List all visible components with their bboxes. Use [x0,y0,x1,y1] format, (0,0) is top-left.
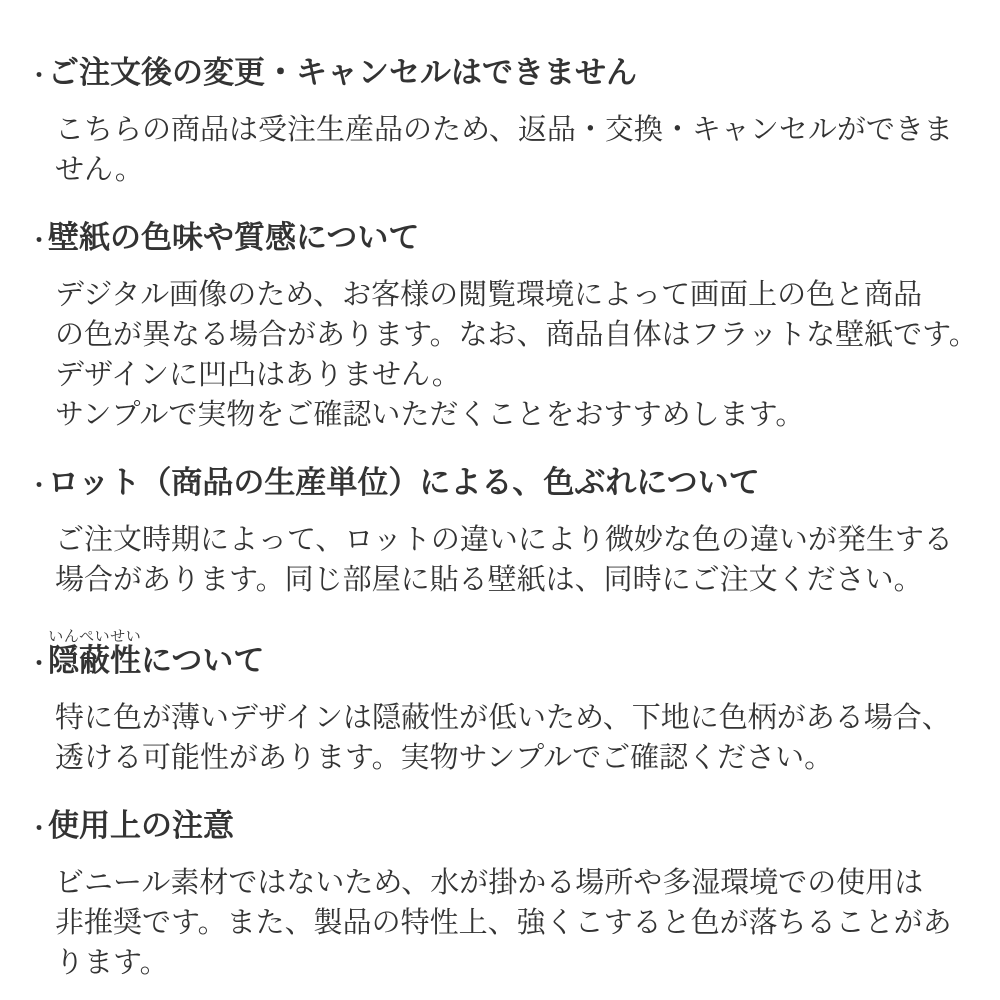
body-line: 場合があります。同じ部屋に貼る壁紙は、同時にご注文ください。 [55,564,923,596]
body-line: ご注文時期によって、ロットの違いにより微妙な色の違いが発生する [55,524,953,556]
bullet-marker: ・ [28,473,51,498]
bullet-marker: ・ [28,63,51,88]
notice-section [28,53,1000,190]
body-line: 透ける可能性があります。実物サンプルでご確認ください。 [55,742,834,774]
section-heading: 壁紙の色味や質感について [48,220,420,255]
section-body [55,863,1000,983]
notice-section [28,463,1000,600]
section-body [55,698,1000,778]
section-heading: ご注文後の変更・キャンセルはできません [48,55,637,90]
section-heading-row [28,218,1000,261]
section-heading-row [28,463,1000,506]
body-line: こちらの商品は受注生産品のため、返品・交換・キャンセルができま [55,114,953,146]
body-line: 非推奨です。また、製品の特性上、強くこすると色が落ちることがあ [55,907,952,939]
section-heading-row [28,628,1000,684]
section-heading-row [28,53,1000,96]
bullet-marker: ・ [28,228,51,253]
notice-list [28,53,1000,983]
section-body [55,110,1000,190]
section-heading-row [28,806,1000,849]
section-body [55,520,1000,600]
body-line: の色が異なる場合があります。なお、商品自体はフラットな壁紙です。 [55,319,978,351]
heading-furigana: いんぺいせい [48,628,141,645]
section-heading [48,628,264,681]
notice-section [28,628,1000,778]
body-line: 特に色が薄いデザインは隠蔽性が低いため、下地に色柄がある場合、 [55,702,951,734]
bullet-marker: ・ [28,651,51,676]
section-heading: ロット（商品の生産単位）による、色ぶれについて [48,465,760,500]
bullet-marker: ・ [28,816,51,841]
notice-section [28,218,1000,435]
body-line: デザインに凹凸はありません。 [55,359,461,391]
body-line: せん。 [55,154,144,186]
body-line: ります。 [55,947,169,979]
body-line: デジタル画像のため、お客様の閲覧環境によって画面上の色と商品 [55,279,923,311]
heading-text: について [141,643,265,678]
section-body [55,275,1000,435]
body-line: ビニール素材ではないため、水が掛かる場所や多湿環境での使用は [55,867,924,899]
heading-ruby-base: 隠蔽性いんぺいせい [48,628,141,678]
section-heading: 使用上の注意 [48,808,234,843]
notice-section [28,806,1000,983]
body-line: サンプルで実物をご確認いただくことをおすすめします。 [55,399,805,431]
